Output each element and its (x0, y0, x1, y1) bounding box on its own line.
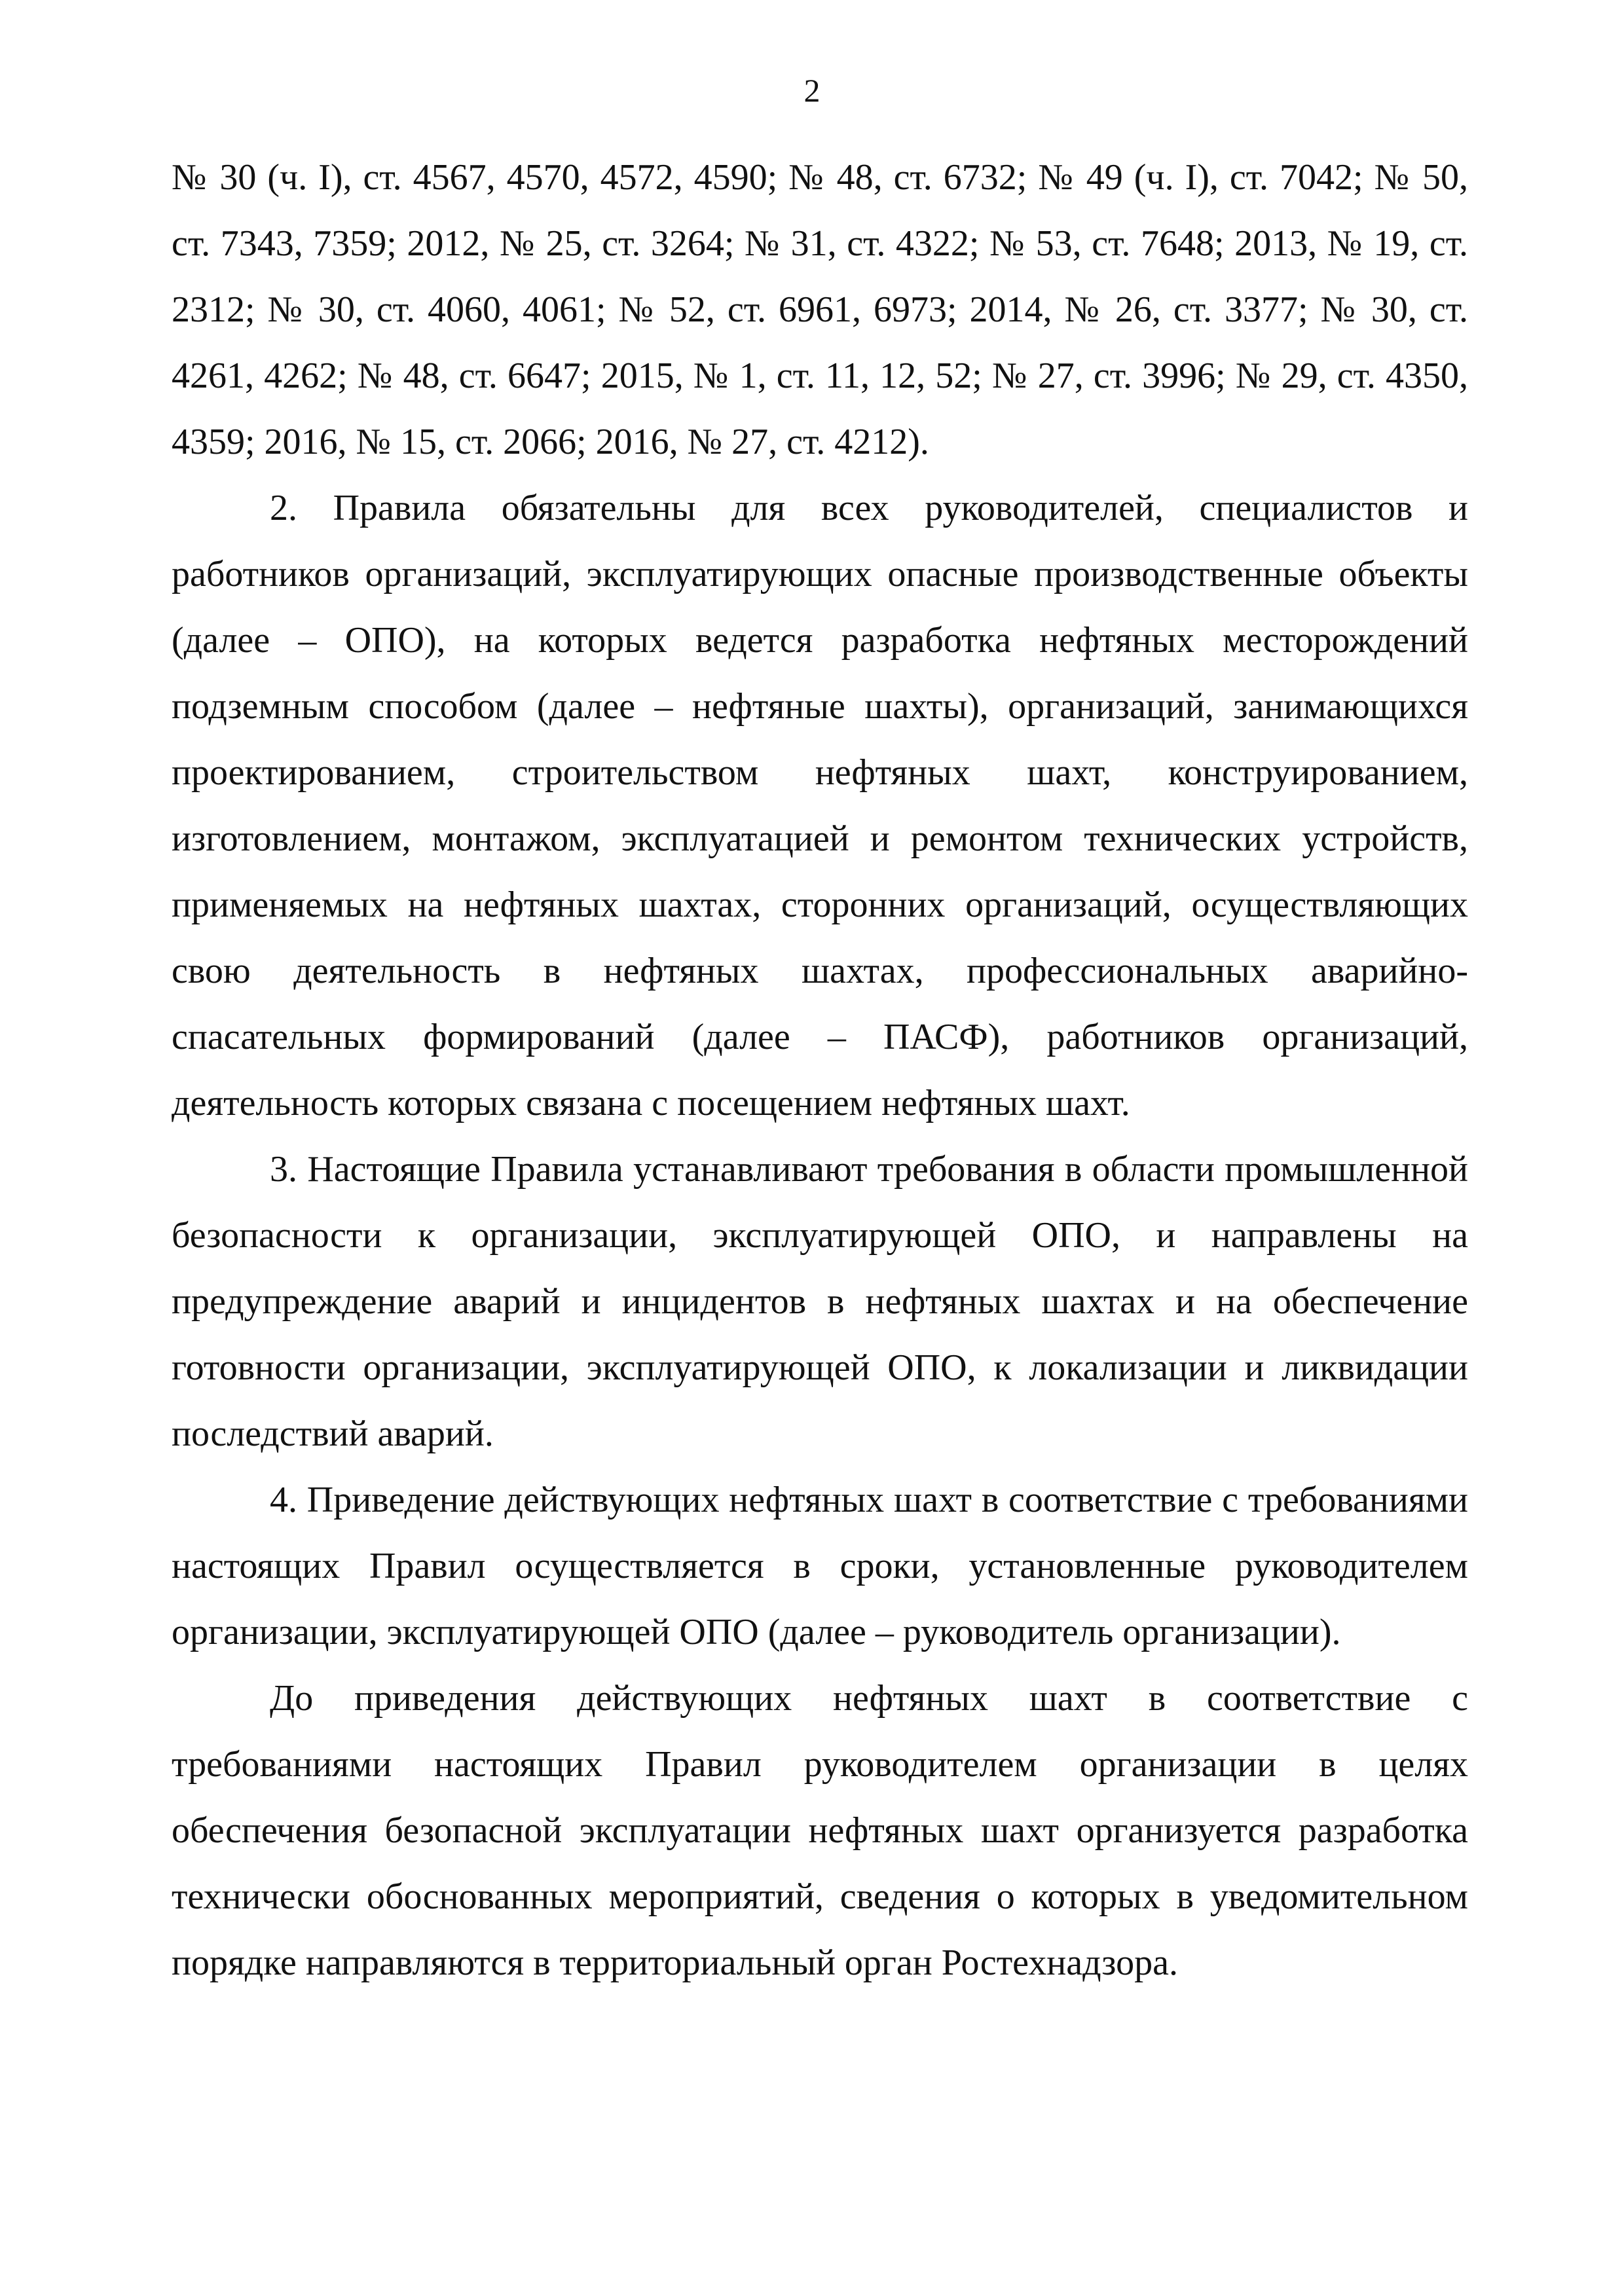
paragraph-2-scope: 2. Правила обязательны для всех руководителей, специалистов и работников организаций, эксплуатирующих опасные производственные объекты (далее – ОПО), на которых ведется разработка нефтяных месторождений подземным способом (далее – нефтяные шахты), организаций, занимающихся проектированием, строительством нефтяных шахт, конструированием, изготовлением, монтажом, эксплуатацией и ремонтом технических устройств, применяемых на нефтяных шахтах, сторонних организаций, осуществляющих свою деятельность в нефтяных шахтах, профессиональных аварийно-спасательных формирований (далее – ПАСФ), работников организаций, деятельность которых связана с посещением нефтяных шахт. (172, 488, 1468, 1123)
paragraph-3-requirements: 3. Настоящие Правила устанавливают требования в области промышленной безопасности к организации, эксплуатирующей ОПО, и направлены на предупреждение аварий и инцидентов в нефтяных шахтах и на обеспечение готовности организации, эксплуатирующей ОПО, к локализации и ликвидации последствий аварий. (172, 1149, 1468, 1454)
paragraph-citations-continued: № 30 (ч. I), ст. 4567, 4570, 4572, 4590; № 48, ст. 6732; № 49 (ч. I), ст. 7042; № 50, ст. 7343, 7359; 2012, № 25, ст. 3264; № 31, ст. 4322; № 53, ст. 7648; 2013, № 19, ст. 2312; № 30, ст. 4060, 4061; № 52, ст. 6961, 6973; 2014, № 26, ст. 3377; № 30, ст. 4261, 4262; № 48, ст. 6647; 2015, № 1, ст. 11, 12, 52; № 27, ст. 3996; № 29, ст. 4350, 4359; 2016, № 15, ст. 2066; 2016, № 27, ст. 4212). (172, 157, 1468, 462)
document-body (172, 145, 1468, 1996)
paragraph-4-compliance: 4. Приведение действующих нефтяных шахт в соответствие с требованиями настоящих Правил осуществляется в сроки, установленные руководителем организации, эксплуатирующей ОПО (далее – руководитель организации). (172, 1480, 1468, 1652)
paragraph-interim-measures: До приведения действующих нефтяных шахт в соответствие с требованиями настоящих Правил руководителем организации в целях обеспечения безопасной эксплуатации нефтяных шахт организуется разработка технически обоснованных мероприятий, сведения о которых в уведомительном порядке направляются в территориальный орган Ростехнадзора. (172, 1678, 1468, 1983)
page-number: 2 (803, 72, 821, 109)
